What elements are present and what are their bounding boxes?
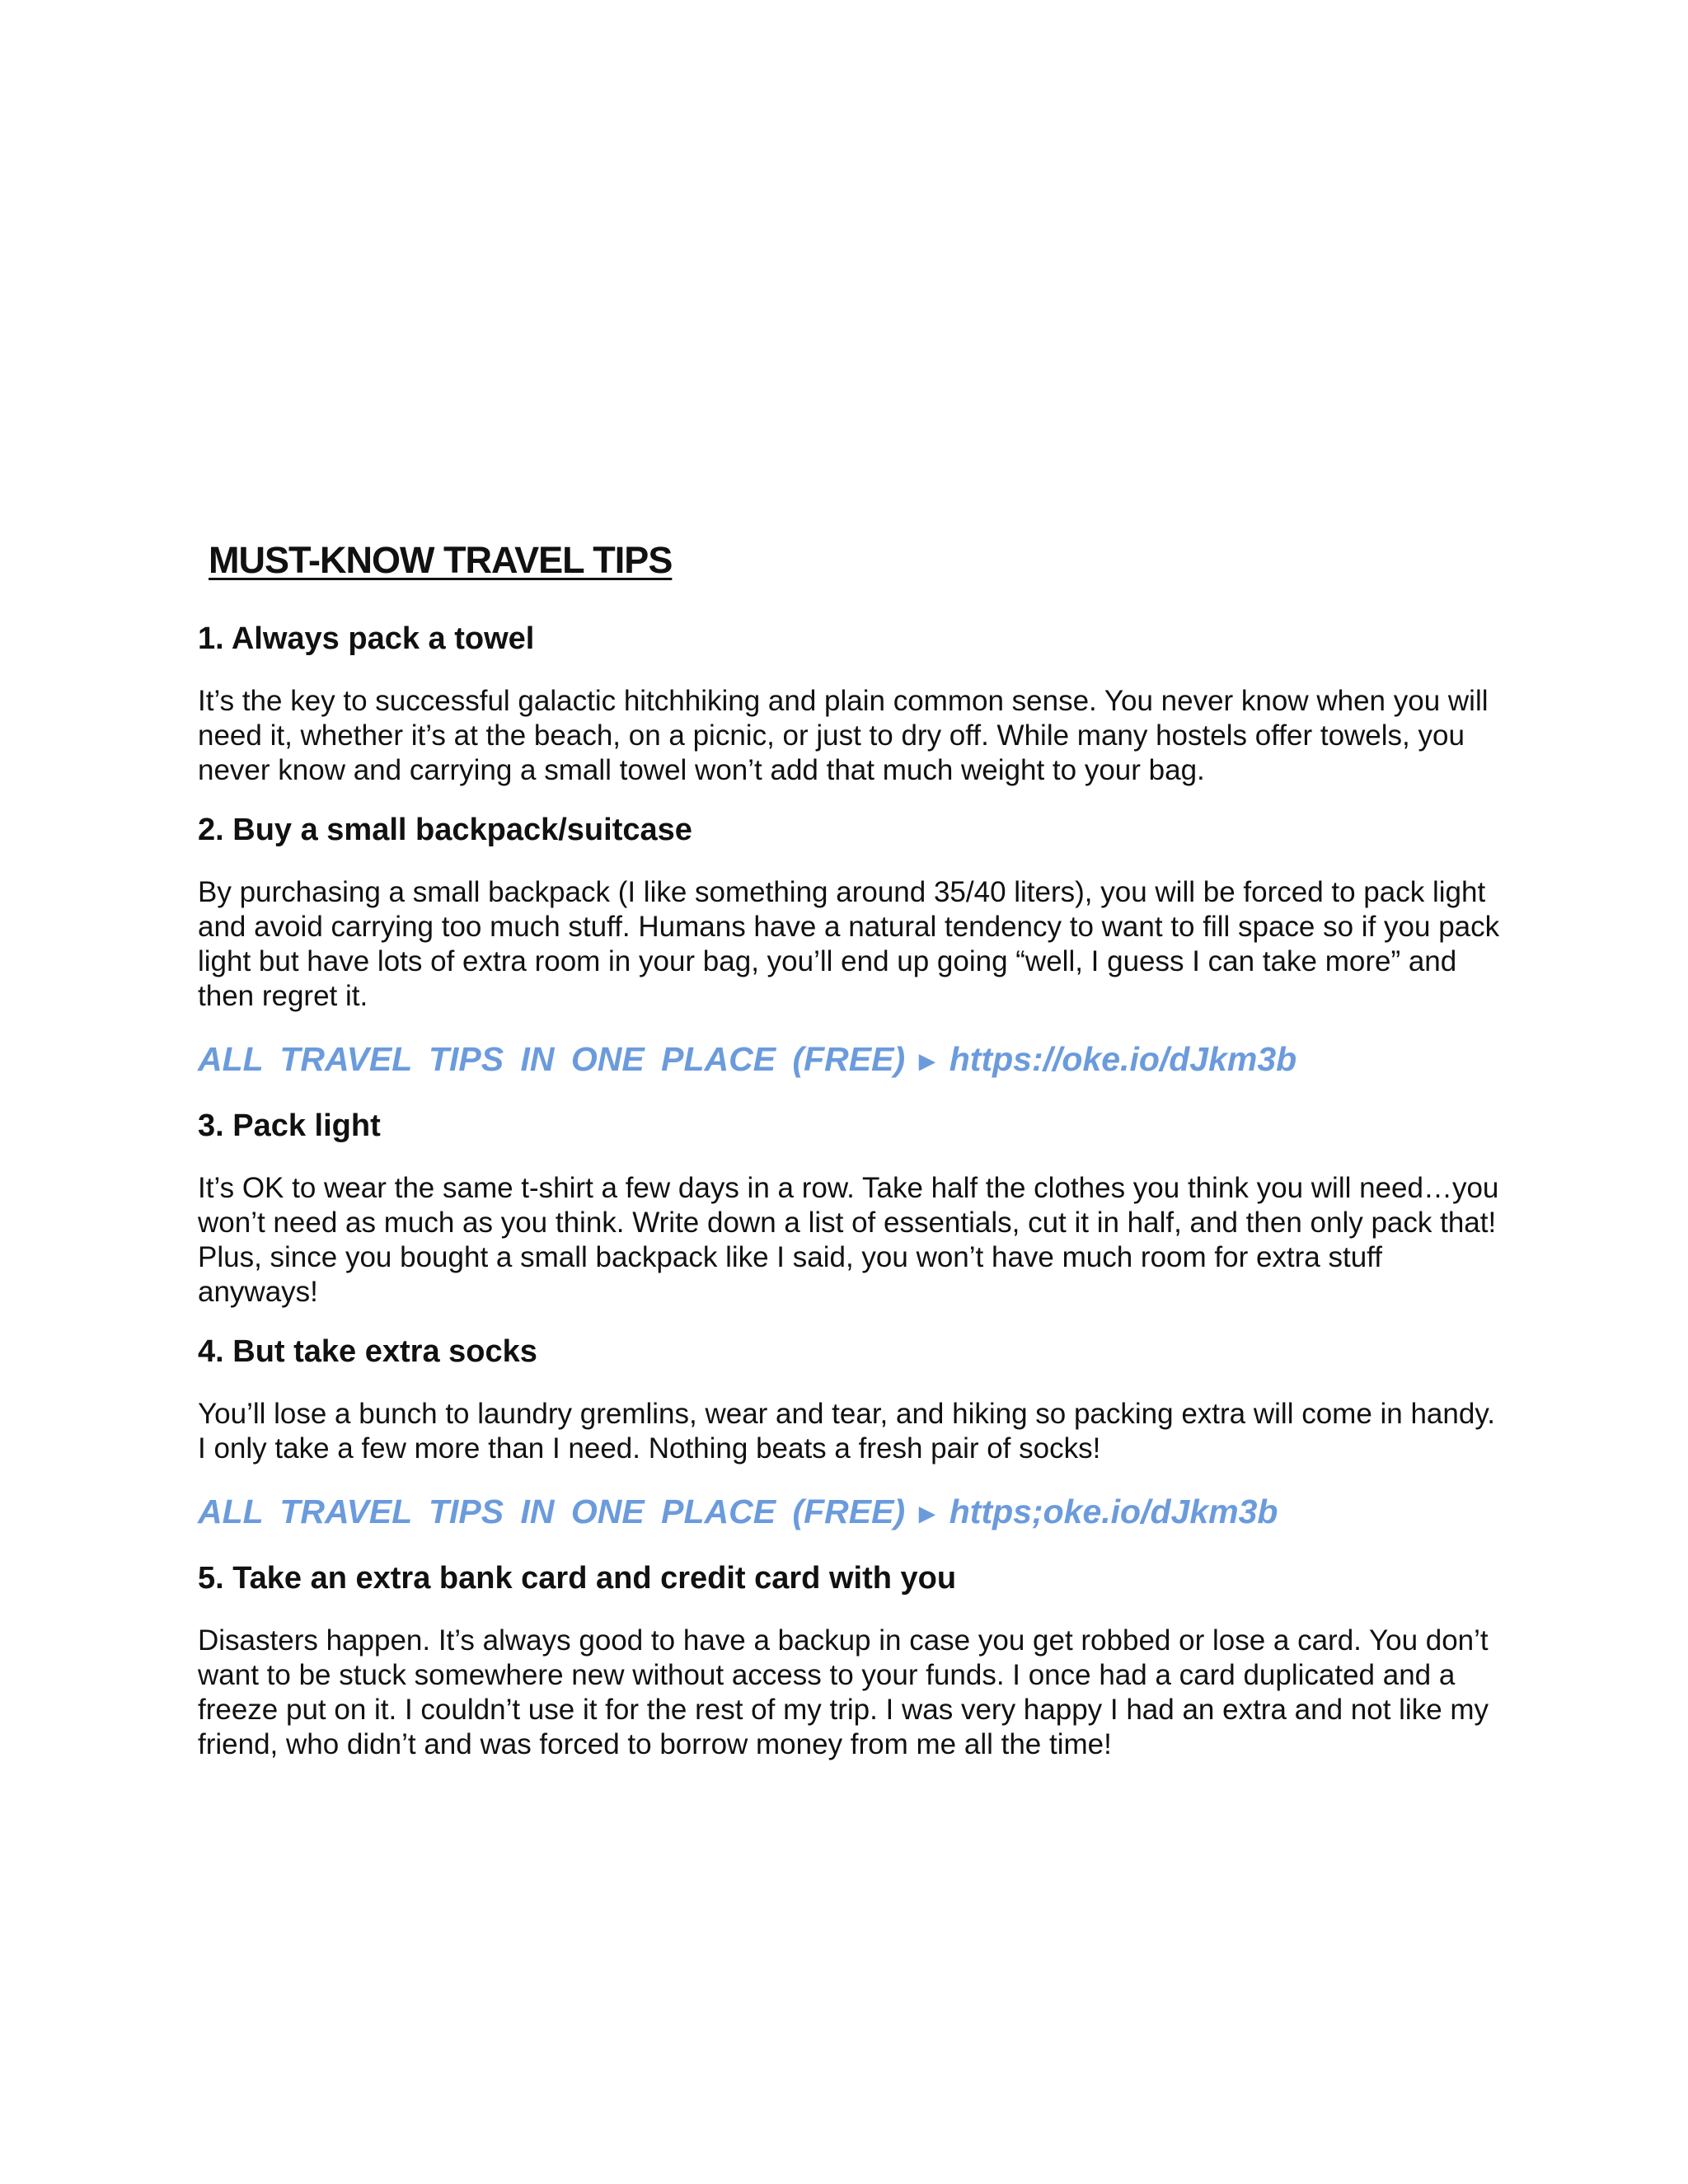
document-content	[198, 536, 1500, 1762]
tip-heading-2: 2. Buy a small backpack/suitcase	[198, 813, 692, 847]
promo-text: ALL TRAVEL TIPS IN ONE PLACE (FREE)	[198, 1040, 906, 1078]
tip-body-3: It’s OK to wear the same t-shirt a few days in a row. Take half the clothes you think you will need…you won’t need as much as you think. Write down a list of essentials, cut it in half, and then only pack that! Plus, since you bought a small backpack like I said, you won’t have much room for extra stuff anyways!	[198, 1172, 1499, 1308]
tip-heading-3: 3. Pack light	[198, 1108, 381, 1143]
promo-banner-1[interactable]	[198, 1037, 1500, 1084]
tip-heading-1: 1. Always pack a towel	[198, 621, 535, 656]
tip-body-4: You’ll lose a bunch to laundry gremlins, wear and tear, and hiking so packing extra will come in handy. I only take a few more than I need. Nothing beats a fresh pair of socks!	[198, 1398, 1495, 1465]
promo-link[interactable]: https://oke.io/dJkm3b	[949, 1040, 1297, 1078]
tip-body-5: Disasters happen. It’s always good to have a backup in case you get robbed or lose a card. You don’t want to be stuck somewhere new without access to your funds. I once had a card duplicated and a freeze put on it. I couldn’t use it for the rest of my trip. I was very happy I had an extra and not like my friend, who didn’t and was forced to borrow money from me all the time!	[198, 1624, 1489, 1760]
play-arrow-icon: ►	[913, 1046, 941, 1077]
promo-text: ALL TRAVEL TIPS IN ONE PLACE (FREE)	[198, 1493, 906, 1530]
page-title: MUST-KNOW TRAVEL TIPS	[209, 539, 673, 581]
promo-banner-2[interactable]	[198, 1489, 1500, 1536]
promo-link[interactable]: https;oke.io/dJkm3b	[949, 1493, 1278, 1530]
play-arrow-icon: ►	[913, 1498, 941, 1530]
tip-body-1: It’s the key to successful galactic hitchhiking and plain common sense. You never know when you will need it, whether it’s at the beach, on a picnic, or just to dry off. While many hostels offer towels, you never know and carrying a small towel won’t add that much weight to your bag.	[198, 685, 1489, 786]
tip-heading-5: 5. Take an extra bank card and credit card with you	[198, 1561, 957, 1596]
tip-heading-4: 4. But take extra socks	[198, 1334, 537, 1369]
tip-body-2: By purchasing a small backpack (I like something around 35/40 liters), you will be forced to pack light and avoid carrying too much stuff. Humans have a natural tendency to want to fill space so if you pack light but have lots of extra room in your bag, you’ll end up going “well, I guess I can take more” and then regret it.	[198, 876, 1500, 1012]
